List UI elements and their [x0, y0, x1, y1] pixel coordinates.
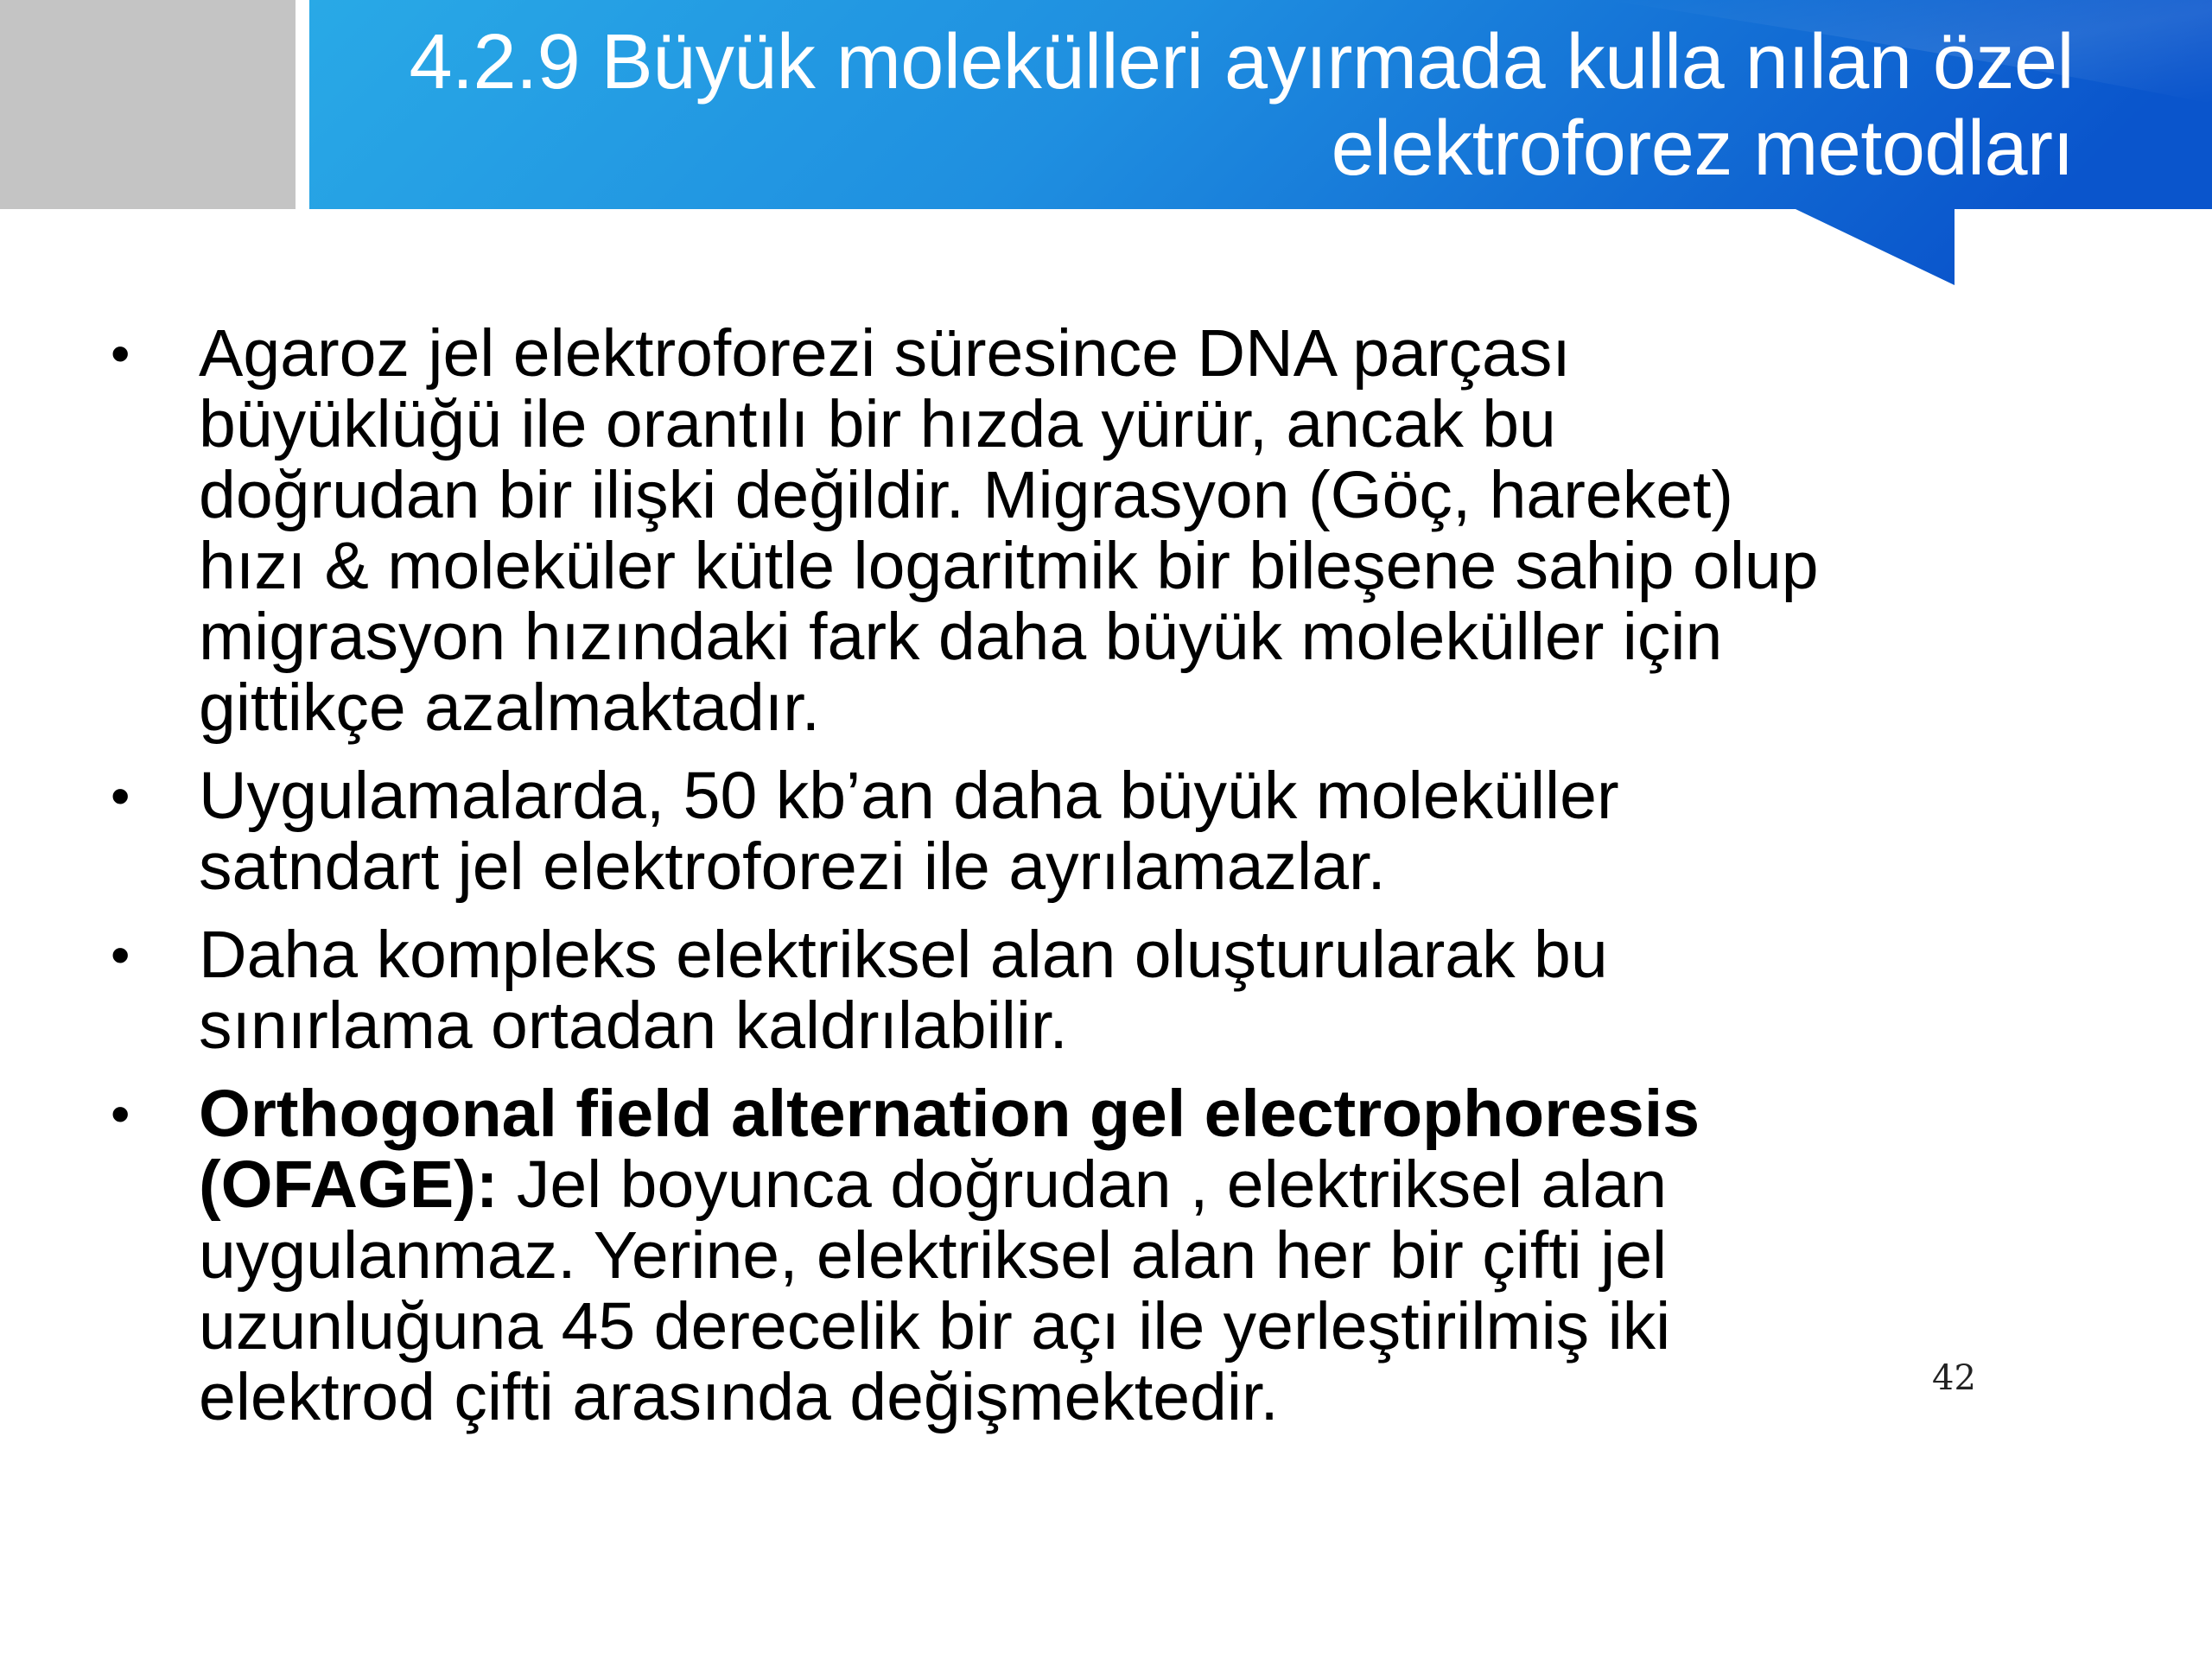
bullet-1-line-5: migrasyon hızındaki fark daha büyük moleküller için	[199, 600, 1723, 674]
bullet-3-line-1: Daha kompleks elektriksel alan oluşturularak bu	[199, 918, 1608, 992]
bullet-icon: •	[111, 1083, 130, 1145]
bullet-2-line-1: Uygulamalarda, 50 kb’an daha büyük moleküller	[199, 759, 1619, 833]
slide-title	[207, 19, 2074, 192]
bullet-4-line-2-rest: Jel boyunca doğrudan , elektriksel alan	[498, 1147, 1668, 1222]
slide-number: 42	[1932, 1358, 1976, 1398]
bullet-item-3	[111, 919, 2046, 1061]
bullet-1-line-6: gittikçe azalmaktadır.	[199, 671, 820, 745]
slide-title-line-1: 4.2.9 Büyük molekülleri ayırmada kulla nılan özel	[409, 19, 2074, 105]
bullet-list	[111, 318, 2046, 1450]
bullet-icon: •	[111, 322, 130, 385]
bullet-icon: •	[111, 765, 130, 827]
bullet-item-2	[111, 760, 2046, 902]
bullet-1-line-4: hızı & moleküler kütle logaritmik bir bileşene sahip olup	[199, 529, 1819, 603]
slide-title-line-2: elektroforez metodları	[1331, 105, 2074, 192]
ofage-label: (OFAGE):	[199, 1147, 499, 1222]
bullet-1-line-1: Agaroz jel elektroforezi süresince DNA parçası	[199, 316, 1571, 391]
bullet-4-line-5: elektrod çifti arasında değişmektedir.	[199, 1360, 1279, 1434]
bullet-item-1	[111, 318, 2046, 743]
bullet-3-line-2: sınırlama ortadan kaldrılabilir.	[199, 988, 1068, 1063]
bullet-4-bold-line: Orthogonal field alternation gel electrophoresis	[199, 1077, 1700, 1151]
bullet-1-line-2: büyüklüğü ile orantılı bir hızda yürür, ancak bu	[199, 387, 1556, 461]
bullet-item-4	[111, 1078, 2046, 1433]
bullet-4-line-2	[199, 1149, 2046, 1220]
bullet-icon: •	[111, 924, 130, 986]
bullet-1-line-3: doğrudan bir ilişki değildir. Migrasyon (Göç, hareket)	[199, 458, 1734, 532]
bullet-2-line-2: satndart jel elektroforezi ile ayrılamazlar.	[199, 830, 1386, 904]
bullet-4-line-3: uygulanmaz. Yerine, elektriksel alan her bir çifti jel	[199, 1218, 1668, 1293]
bullet-4-line-4: uzunluğuna 45 derecelik bir açı ile yerleştirilmiş iki	[199, 1289, 1671, 1363]
